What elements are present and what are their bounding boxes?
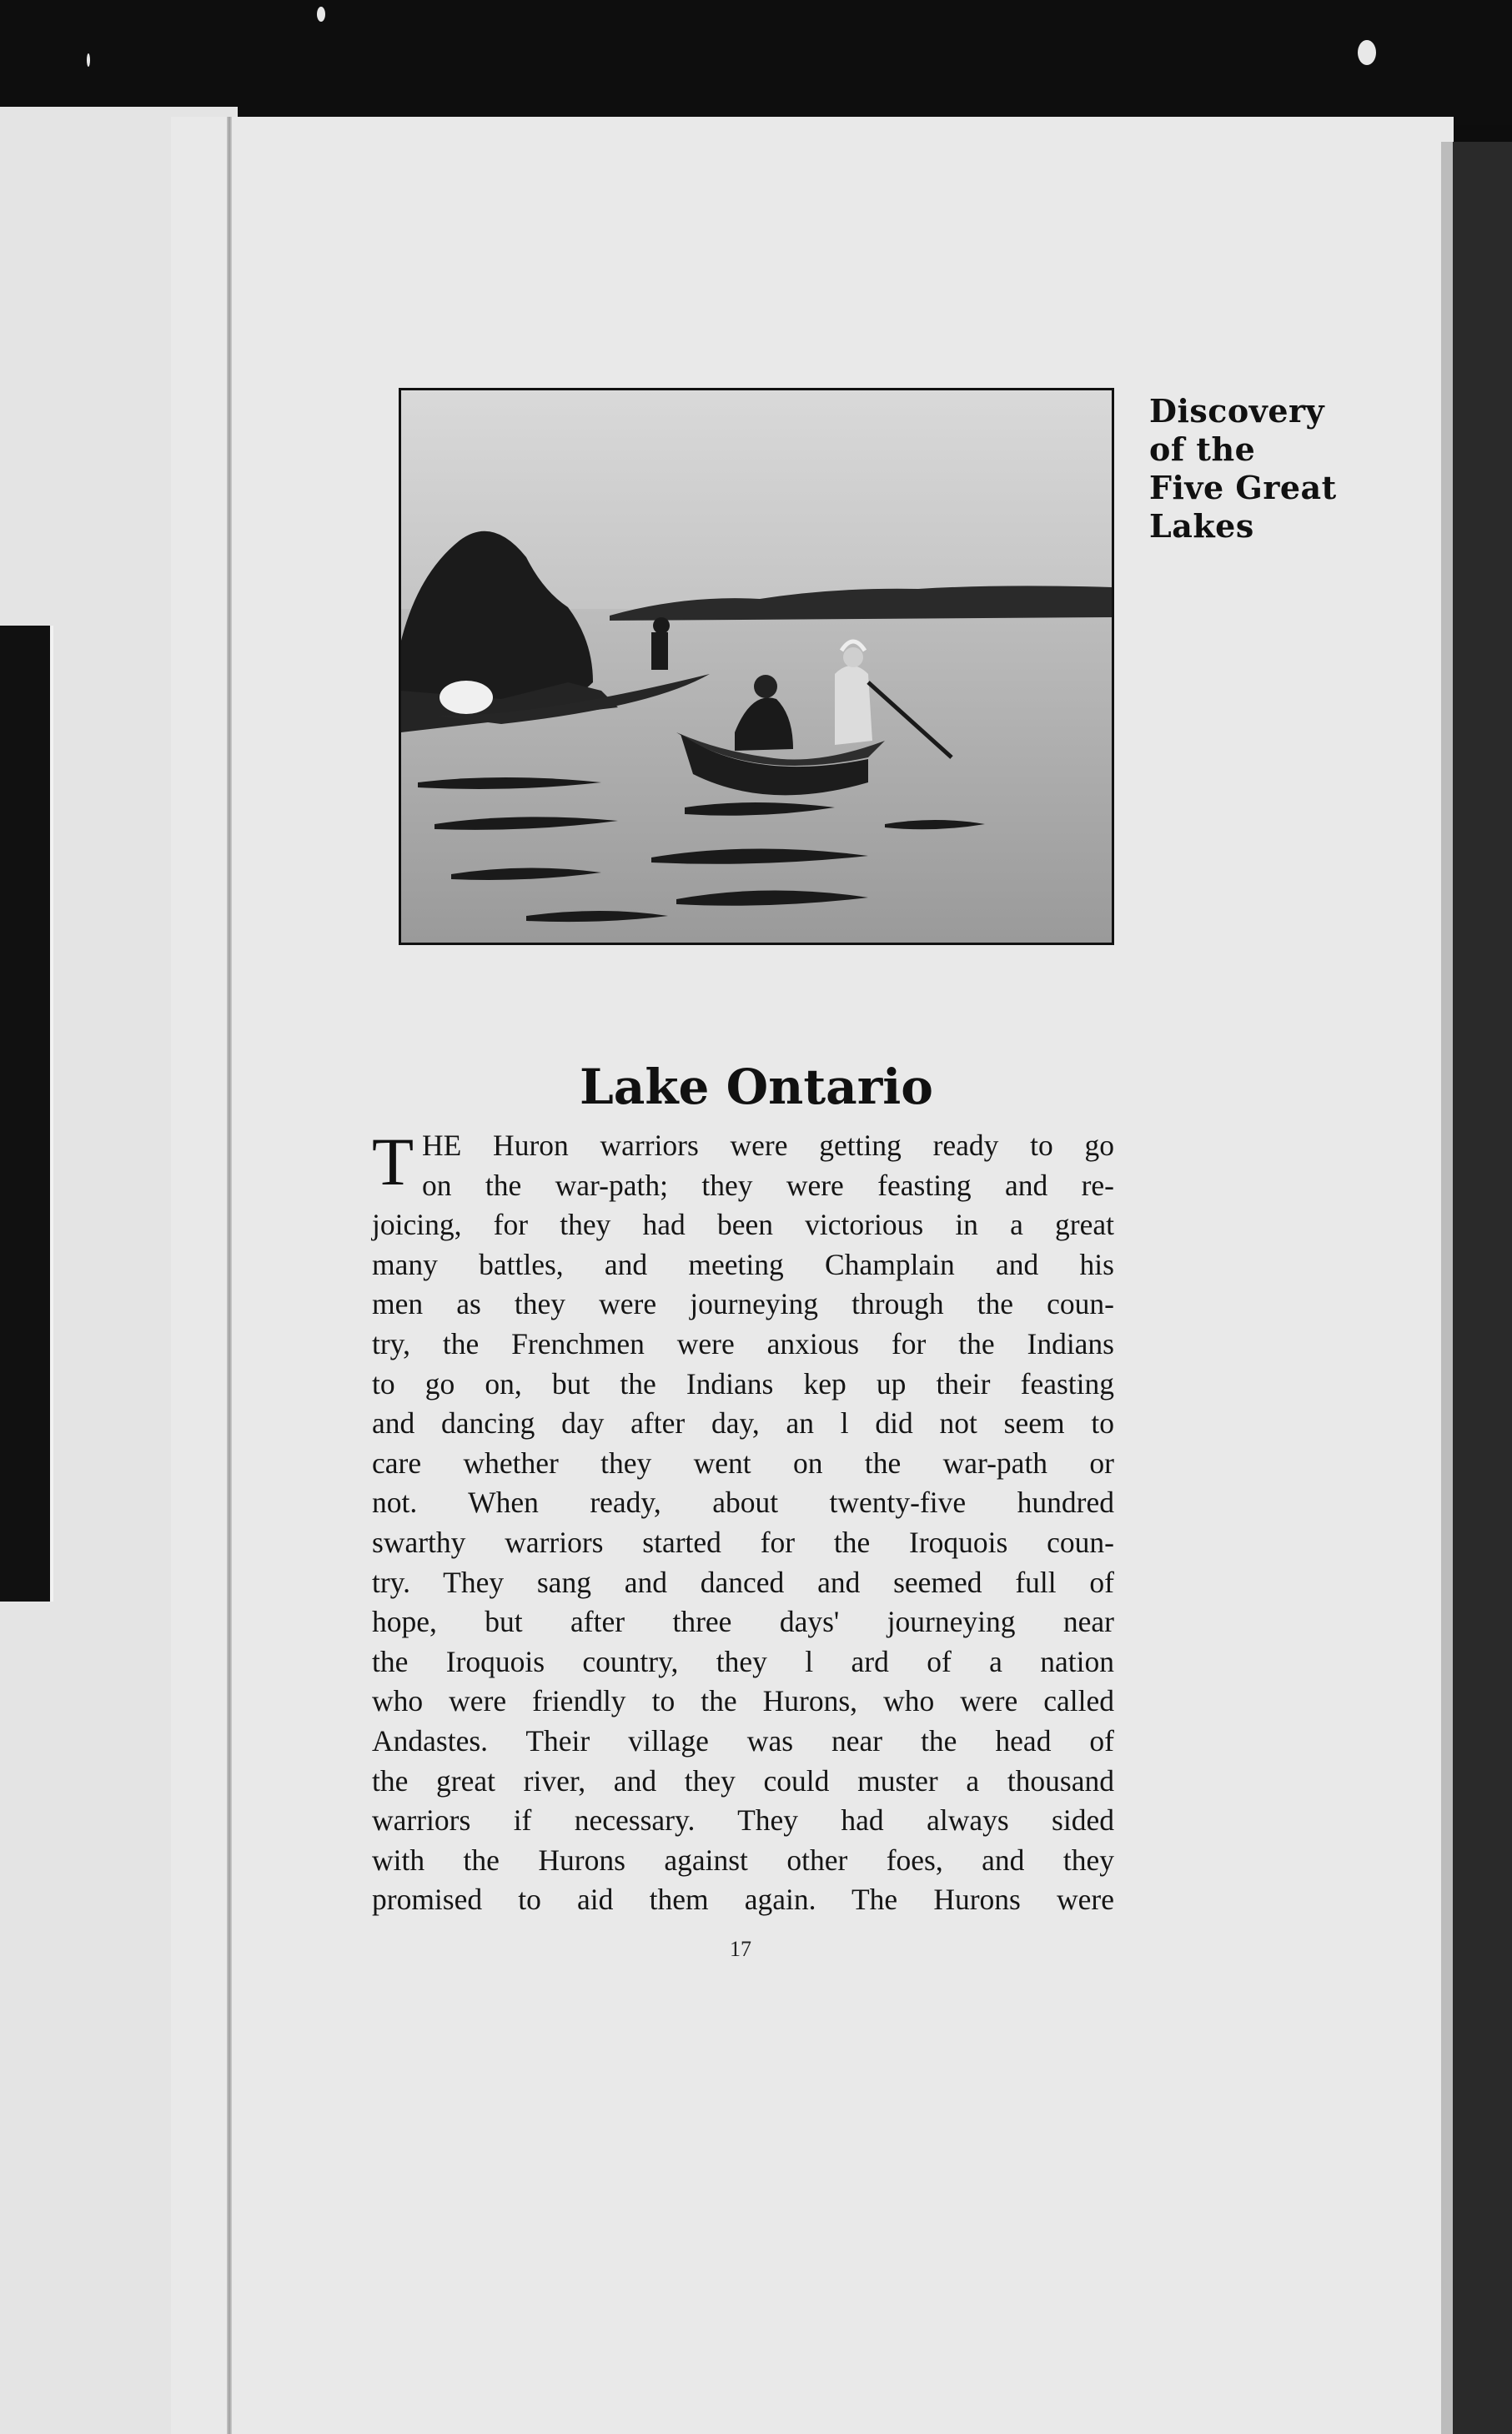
text-line: the great river, and they could muster a thousand — [372, 1763, 1114, 1798]
text-line: try. They sang and danced and seemed full of — [372, 1565, 1114, 1599]
text-line: men as they were journeying through the coun- — [372, 1287, 1114, 1321]
dust-speck — [317, 7, 325, 22]
text-line: who were friendly to the Hurons, who were called — [372, 1684, 1114, 1718]
text-line: with the Hurons against other foes, and they — [372, 1843, 1114, 1877]
text-line: hope, but after three days' journeying near — [372, 1605, 1114, 1639]
text-line: many battles, and meeting Champlain and his — [372, 1247, 1114, 1281]
facing-page-plate — [0, 626, 53, 1602]
canoe-photograph — [399, 388, 1114, 945]
text-line: joicing, for they had been victorious in a great — [372, 1208, 1114, 1242]
section-heading-line: of the — [1149, 430, 1256, 468]
dust-speck — [1358, 40, 1376, 65]
page-edge — [1441, 142, 1453, 2434]
drop-cap: T — [372, 1124, 414, 1199]
text-line: promised to aid them again. The Hurons were — [372, 1883, 1114, 1917]
text-line: HE Huron warriors were getting ready to go — [422, 1129, 1114, 1162]
text-line: the Iroquois country, they l ard of a nation — [372, 1644, 1114, 1678]
gutter-crease — [227, 117, 232, 2434]
section-heading-line: Five Great — [1149, 469, 1337, 506]
text-line: to go on, but the Indians kep up their feasting — [372, 1366, 1114, 1401]
chapter-title: Lake Ontario — [580, 1059, 933, 1115]
dust-speck — [87, 53, 90, 67]
text-line: and dancing day after day, an l did not seem to — [372, 1406, 1114, 1441]
section-heading-line: Lakes — [1149, 507, 1254, 545]
text-line: swarthy warriors started for the Iroquois coun- — [372, 1525, 1114, 1559]
section-heading — [1149, 392, 1366, 546]
canoe-photo-image — [401, 390, 1112, 943]
text-line: try, the Frenchmen were anxious for the Indians — [372, 1326, 1114, 1360]
text-line: care whether they went on the war-path or — [372, 1446, 1114, 1480]
text-line: warriors if necessary. They had always sided — [372, 1803, 1114, 1838]
text-line: Andastes. Their village was near the head of — [372, 1723, 1114, 1758]
body-text — [372, 1126, 1114, 1920]
section-heading-line: Discovery — [1149, 392, 1325, 430]
text-line: on the war-path; they were feasting and re- — [422, 1168, 1114, 1202]
page-number: 17 — [730, 1937, 751, 1961]
text-line: not. When ready, about twenty-five hundred — [372, 1486, 1114, 1520]
